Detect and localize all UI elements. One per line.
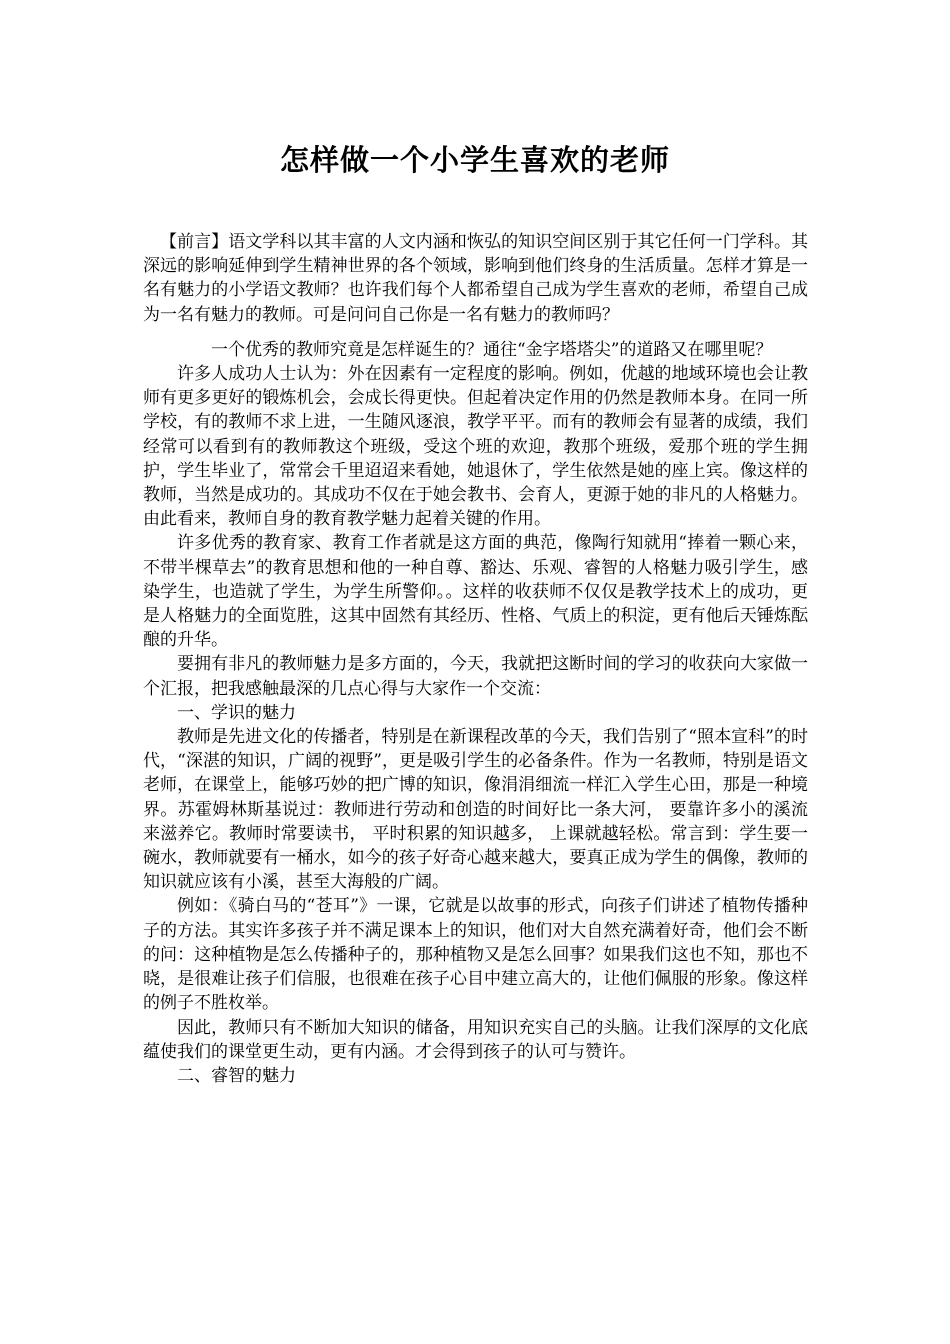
body-paragraph: 一个优秀的教师究竟是怎样诞生的？通往“金字塔塔尖”的道路又在哪里呢？ (211, 339, 773, 360)
section-heading: 一、学识的魅力 (177, 702, 296, 723)
body-paragraph: 例如：《骑白马的“苍耳”》一课，它就是以故事的形式，向孩子们讲述了植物传播种子的方法。其实许多孩子并不满足课本上的知识，他们对大自然充满着好奇，他们会不断的问：这种植物是怎么传播种子的，那种植物又是怎么回事？如果我们这也不知，那也不晓，是很难让孩子们信服，也很难在孩子心目中建立高大的，让他们佩服的形象。像这样的例子不胜枚举。 (143, 896, 808, 1014)
body-paragraph: 要拥有非凡的教师魅力是多方面的，今天，我就把这断时间的学习的收获向大家做一个汇报，把我感触最深的几点心得与大家作一个交流： (143, 654, 808, 699)
body-paragraph: 许多人成功人士认为：外在因素有一定程度的影响。例如，优越的地域环境也会让教师有更多更好的锻炼机会，会成长得更快。但起着决定作用的仍然是教师本身。在同一所学校，有的教师不求上进，一生随风逐浪，教学平平。而有的教师会有显著的成绩，我们经常可以看到有的教师教这个班级，受这个班的欢迎，教那个班级，爱那个班的学生拥护，学生毕业了，常常会千里迢迢来看她，她退休了，学生依然是她的座上宾。像这样的教师，当然是成功的。其成功不仅在于她会教书、会育人，更源于她的非凡的人格魅力。由此看来，教师自身的教育教学魅力起着关键的作用。 (143, 364, 808, 530)
body-paragraph: 许多优秀的教育家、教育工作者就是这方面的典范，像陶行知就用“捧着一颗心来，不带半棵草去”的教育思想和他的一种自尊、豁达、乐观、睿智的人格魅力吸引学生，感染学生，也造就了学生，为学生所警仰。。这样的收获师不仅仅是教学技术上的成功，更是人格魅力的全面览胜，这其中固然有其经历、性格、气质上的积淀，更有他后天锤炼酝酿的升华。 (143, 533, 808, 651)
preface-paragraph: 【前言】语文学科以其丰富的人文内涵和恢弘的知识空间区别于其它任何一门学科。其深远的影响延伸到学生精神世界的各个领域，影响到他们终身的生活质量。怎样才算是一名有魅力的小学语文教师？也许我们每个人都希望自己成为学生喜欢的老师，希望自己成为一名有魅力的教师。可是问问自己你是一名有魅力的教师吗？ (143, 232, 808, 325)
section-heading: 二、睿智的魅力 (177, 1065, 296, 1086)
document-title: 怎样做一个小学生喜欢的老师 (279, 143, 670, 177)
body-paragraph: 教师是先进文化的传播者，特别是在新课程改革的今天，我们告别了“照本宣科”的时代，“深湛的知识，广阔的视野”，更是吸引学生的必备条件。作为一名教师，特别是语文老师，在课堂上，能够巧妙的把广博的知识，像涓涓细流一样汇入学生心田，那是一种境界。苏霍姆林斯基说过：教师进行劳动和创造的时间好比一条大河， 要靠许多小的溪流来滋养它。教师时常要读书， 平时积累的知识越多， 上课就越轻松。常言到：学生要一碗水，教师就要有一桶水，如今的孩子好奇心越来越大，要真正成为学生的偶像，教师的知识就应该有小溪，甚至大海般的广阔。 (143, 727, 808, 893)
document-body (143, 230, 808, 1088)
body-paragraph: 因此，教师只有不断加大知识的储备，用知识充实自己的头脑。让我们深厚的文化底蕴使我们的课堂更生动，更有内涵。才会得到孩子的认可与赞许。 (143, 1017, 808, 1062)
